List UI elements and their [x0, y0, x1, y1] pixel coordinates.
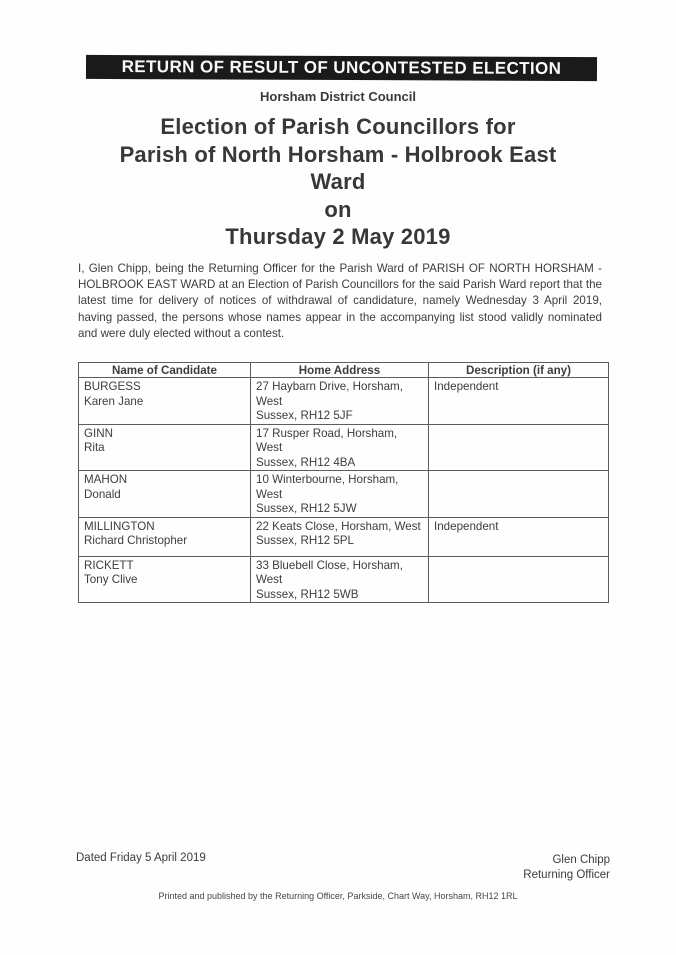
candidates-table [78, 362, 609, 603]
home-address-cell [251, 471, 429, 518]
col-header-description: Description (if any) [429, 363, 609, 378]
election-title [0, 113, 676, 251]
col-header-home-address: Home Address [251, 363, 429, 378]
candidate-name-cell [79, 378, 251, 425]
candidate-name-cell [79, 424, 251, 471]
candidate-forenames: Karen Jane [84, 394, 144, 408]
council-name: Horsham District Council [259, 89, 417, 104]
candidate-name-cell [79, 517, 251, 556]
title-line-3: Ward [310, 169, 366, 194]
candidate-forenames: Tony Clive [84, 573, 138, 586]
declaration-paragraph: I, Glen Chipp, being the Returning Officer for the Parish Ward of PARISH OF NORTH HORSHAM - HOLBROOK EAST WARD at an Election of Parish Councillors for the said Parish Ward report that the latest time for delivery of notices of withdrawal of candidature, namely Wednesday 3 April 2019, having passed, the persons whose names appear in the accompanying list stood validly nominated and were duly elected without a contest. [78, 262, 602, 340]
table-header-row [79, 363, 609, 378]
address-line-2: Sussex, RH12 5PL [256, 534, 354, 547]
address-line-2: Sussex, RH12 5JW [256, 502, 357, 515]
home-address-cell [251, 556, 429, 603]
home-address-cell [251, 517, 429, 556]
title-date: Thursday 2 May 2019 [225, 224, 451, 249]
address-line-1: 33 Bluebell Close, Horsham, West [256, 558, 403, 586]
address-line-2: Sussex, RH12 5JF [256, 409, 353, 422]
address-line-1: 27 Haybarn Drive, Horsham, West [256, 380, 403, 408]
candidate-surname: GINN [84, 426, 113, 440]
table-row [79, 471, 609, 518]
table-row [79, 556, 609, 603]
candidate-forenames: Donald [84, 487, 121, 501]
candidate-forenames: Richard Christopher [84, 534, 188, 547]
col-header-name-of-candidate: Name of Candidate [79, 363, 251, 378]
address-line-2: Sussex, RH12 4BA [256, 455, 356, 469]
candidate-forenames: Rita [84, 441, 105, 454]
title-line-1: Election of Parish Councillors for [160, 114, 516, 139]
home-address-cell [251, 378, 429, 425]
signatory-name: Glen Chipp [552, 854, 610, 866]
description-cell [429, 471, 609, 518]
description-cell: Independent [429, 378, 609, 425]
candidate-surname: BURGESS [84, 380, 141, 393]
signatory-title: Returning Officer [523, 869, 610, 881]
signatory-block [523, 853, 610, 883]
dated-line: Dated Friday 5 April 2019 [76, 852, 206, 864]
address-line-1: 22 Keats Close, Horsham, West [256, 519, 421, 533]
address-line-1: 10 Winterbourne, Horsham, West [256, 473, 399, 501]
banner-title: RETURN OF RESULT OF UNCONTESTED ELECTION [86, 55, 597, 81]
description-cell: Independent [429, 517, 609, 556]
description-cell [429, 556, 609, 603]
table-row [79, 517, 609, 556]
address-line-2: Sussex, RH12 5WB [256, 587, 359, 601]
description-cell [429, 424, 609, 471]
imprint-line: Printed and published by the Returning Officer, Parkside, Chart Way, Horsham, RH12 1RL [158, 891, 518, 901]
candidate-surname: RICKETT [84, 558, 134, 572]
candidate-name-cell [79, 556, 251, 603]
title-on: on [324, 196, 352, 222]
candidate-name-cell [79, 471, 251, 518]
candidate-surname: MAHON [84, 473, 128, 486]
title-line-2: Parish of North Horsham - Holbrook East [119, 141, 557, 167]
table-row [79, 378, 609, 425]
candidate-surname: MILLINGTON [84, 519, 155, 533]
table-row [79, 424, 609, 471]
address-line-1: 17 Rusper Road, Horsham, West [256, 426, 398, 454]
home-address-cell [251, 424, 429, 471]
